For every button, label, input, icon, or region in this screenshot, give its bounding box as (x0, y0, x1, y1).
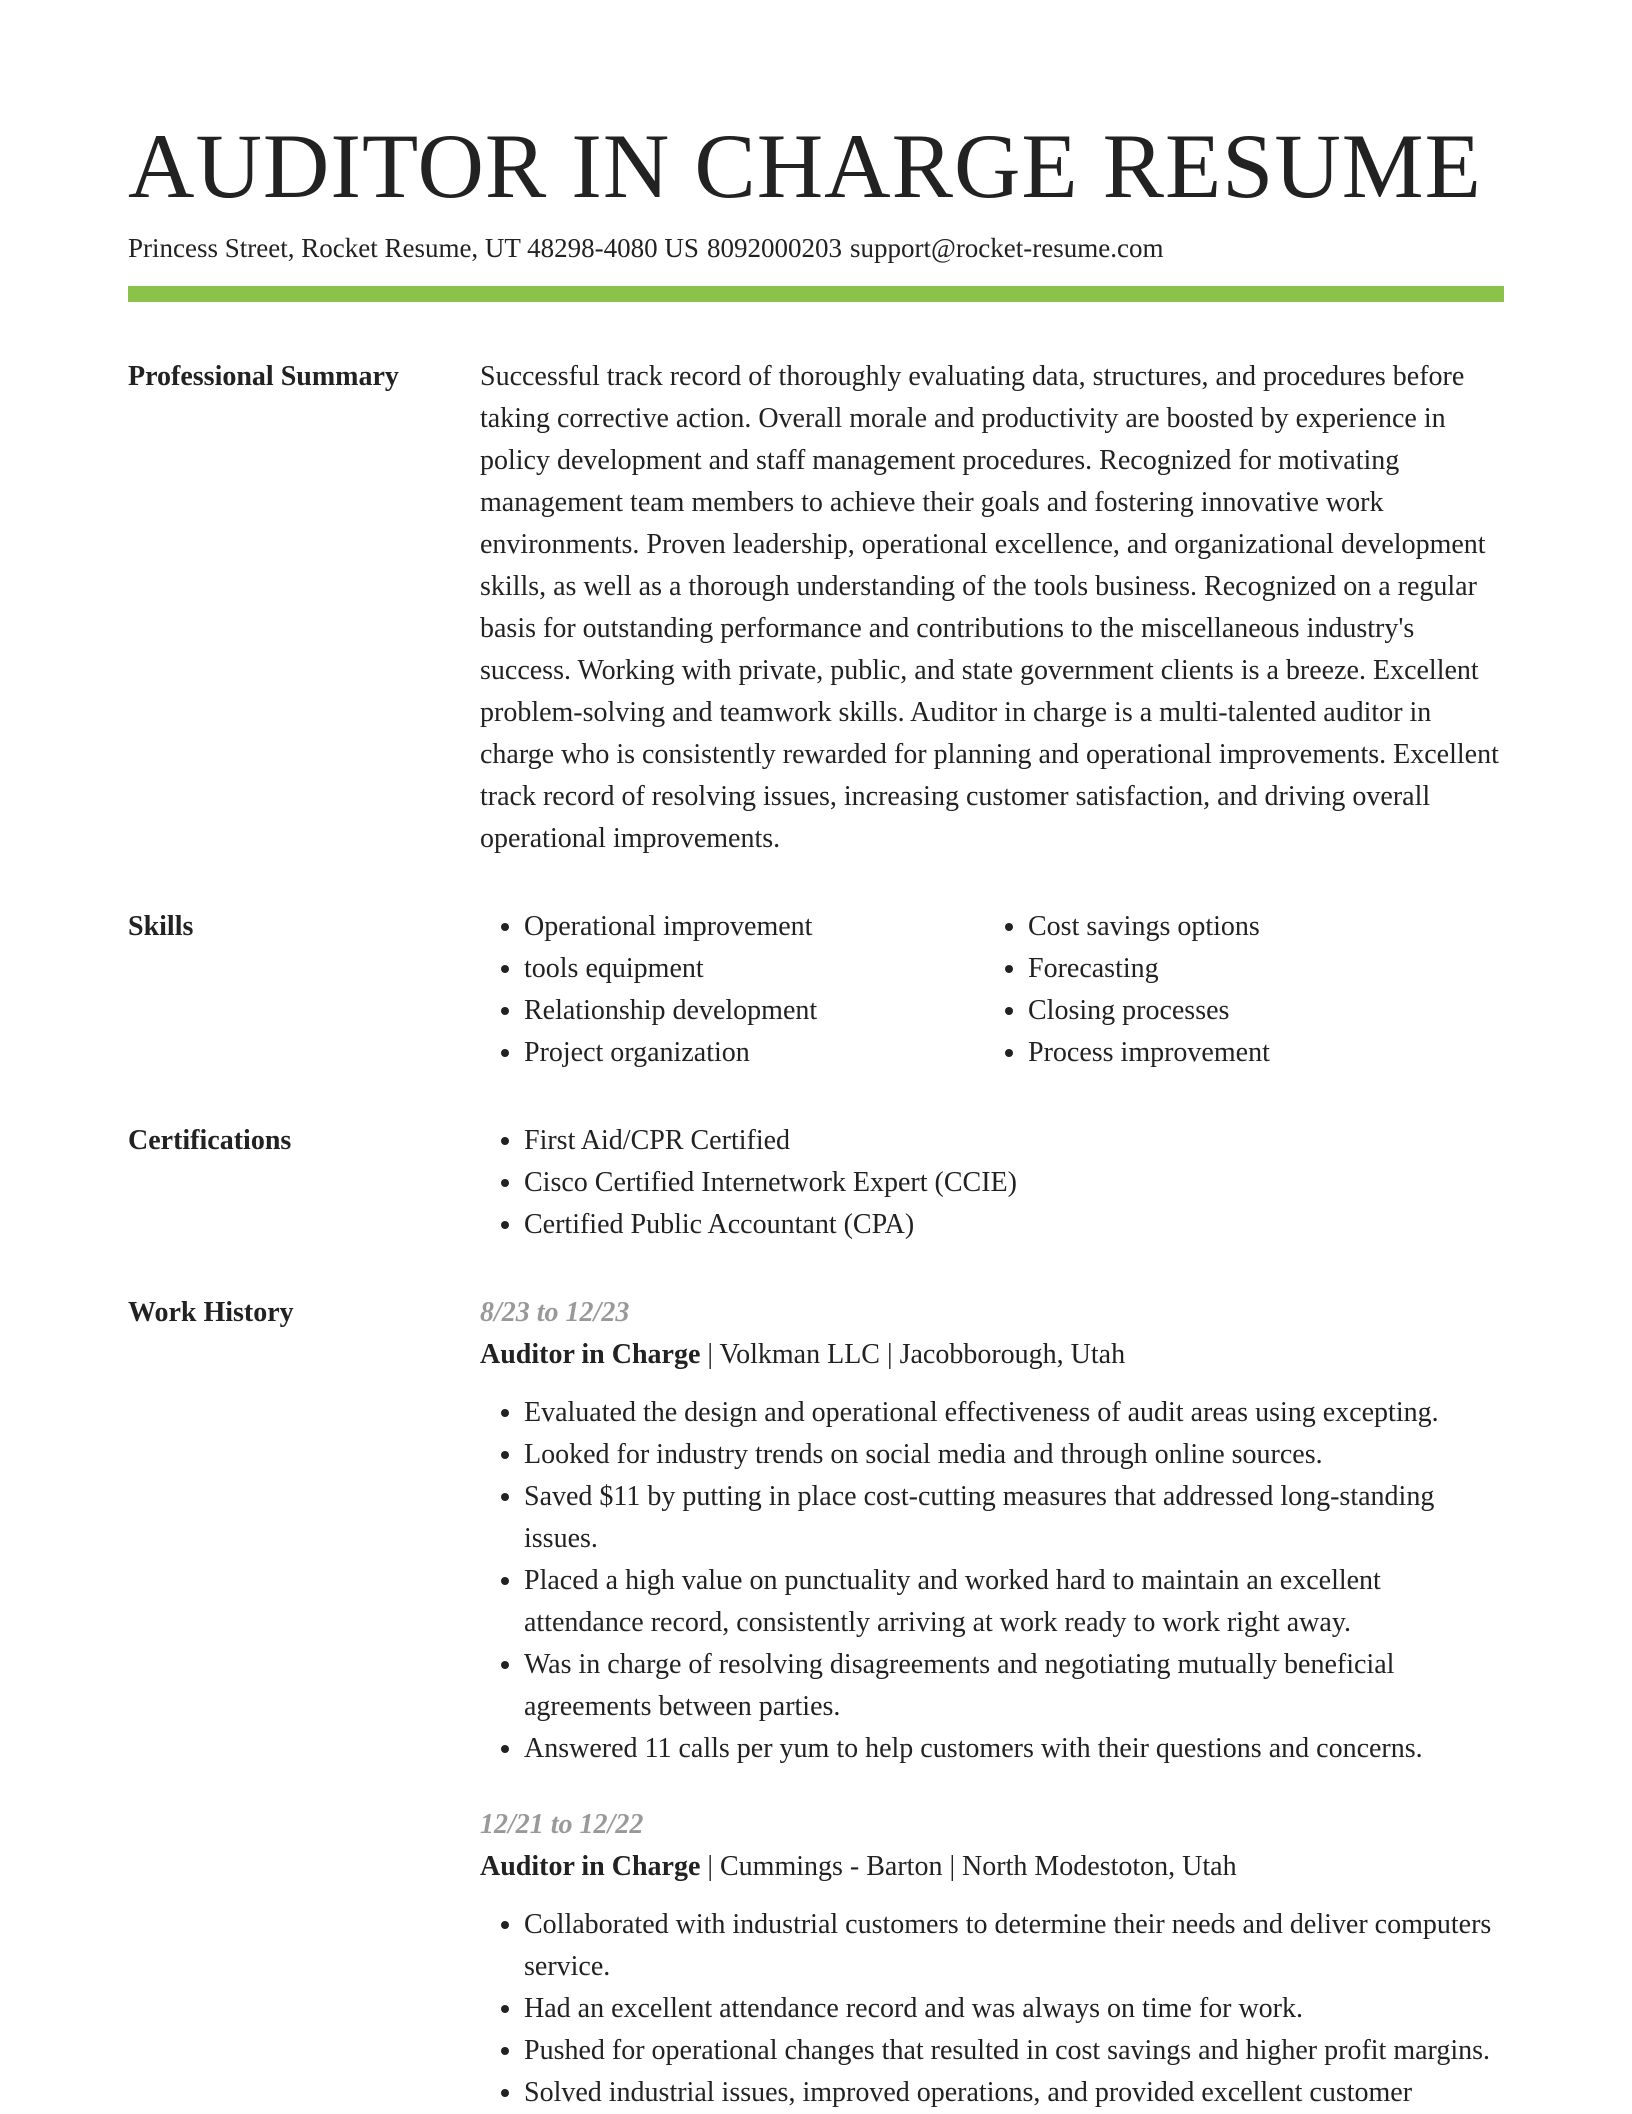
job-bullets (480, 1904, 1504, 2114)
job-bullet: • Looked for industry trends on social media and through online sources. (524, 1434, 1504, 1476)
job-bullet: • Was in charge of resolving disagreements and negotiating mutually beneficial agreements between parties. (524, 1644, 1504, 1728)
job-bullet: • Pushed for operational changes that resulted in cost savings and higher profit margins. (524, 2030, 1504, 2072)
work-history-section (128, 1292, 1504, 2114)
job-date: 12/21 to 12/22 (480, 1809, 644, 1841)
contact-line (128, 231, 1504, 266)
job-bullet: • Had an excellent attendance record and was always on time for work. (524, 1988, 1504, 2030)
job-company-location: | Cummings - Barton | North Modestoton, Utah (700, 1851, 1237, 1883)
job-date: 8/23 to 12/23 (480, 1297, 630, 1329)
skills-list-right (984, 906, 1488, 1074)
summary-heading: Professional Summary (128, 361, 399, 393)
skill-item: • tools equipment (524, 948, 984, 990)
job-bullet: • Evaluated the design and operational effectiveness of audit areas using excepting. (524, 1392, 1504, 1434)
certification-item: • Cisco Certified Internetwork Expert (CCIE) (524, 1162, 1504, 1204)
skill-item: • Operational improvement (524, 906, 984, 948)
summary-text: Successful track record of thoroughly evaluating data, structures, and procedures before taking corrective action. Overall morale and productivity are boosted by experience in policy development and staff management procedures. Recognized for motivating management team members to achieve their goals and fostering innovative work environments. Proven leadership, operational excellence, and organizational development skills, as well as a thorough understanding of the tools business. Recognized on a regular basis for outstanding performance and contributions to the miscellaneous industry's success. Working with private, public, and state government clients is a breeze. Excellent problem-solving and teamwork skills. Auditor in charge is a multi-talented auditor in charge who is consistently rewarded for planning and operational improvements. Excellent track record of resolving issues, increasing customer satisfaction, and driving overall operational improvements. (480, 361, 1499, 855)
skill-item: • Cost savings options (1028, 906, 1488, 948)
job-heading (480, 1846, 1504, 1888)
certification-item: • First Aid/CPR Certified (524, 1120, 1504, 1162)
job-company-location: | Volkman LLC | Jacobborough, Utah (700, 1339, 1126, 1371)
certifications-section (128, 1120, 1504, 1246)
certifications-heading: Certifications (128, 1125, 292, 1157)
job-title: Auditor in Charge (480, 1851, 701, 1883)
skills-heading: Skills (128, 911, 194, 943)
certifications-list (480, 1120, 1504, 1246)
summary-section (128, 356, 1504, 860)
skill-item: • Relationship development (524, 990, 984, 1032)
job-heading (480, 1334, 1504, 1376)
job-bullets (480, 1392, 1504, 1770)
skill-item: • Process improvement (1028, 1032, 1488, 1074)
job-entry (480, 1804, 1504, 2114)
job-bullet: • Placed a high value on punctuality and worked hard to maintain an excellent attendance record, consistently arriving at work ready to work right away. (524, 1560, 1504, 1644)
skills-list-left (480, 906, 984, 1074)
job-entry (480, 1292, 1504, 1770)
job-title: Auditor in Charge (480, 1339, 701, 1371)
work-history-heading: Work History (128, 1297, 294, 1329)
page-title: AUDITOR IN CHARGE RESUME (128, 115, 1482, 217)
job-bullet: • Collaborated with industrial customers to determine their needs and deliver computers service. (524, 1904, 1504, 1988)
skill-item: • Forecasting (1028, 948, 1488, 990)
certification-item: • Certified Public Accountant (CPA) (524, 1204, 1504, 1246)
accent-divider (128, 286, 1504, 302)
job-bullet: • Answered 11 calls per yum to help customers with their questions and concerns. (524, 1728, 1504, 1770)
job-bullet: • Solved industrial issues, improved operations, and provided excellent customer (524, 2072, 1504, 2114)
contact-address: Princess Street, Rocket Resume, UT 48298-4080 US (128, 233, 699, 264)
contact-email: support@rocket-resume.com (849, 233, 1164, 264)
skill-item: • Closing processes (1028, 990, 1488, 1032)
skill-item: • Project organization (524, 1032, 984, 1074)
skills-section (128, 906, 1504, 1074)
job-bullet: • Saved $11 by putting in place cost-cutting measures that addressed long-standing issues. (524, 1476, 1504, 1560)
contact-phone: 8092000203 (706, 233, 842, 264)
